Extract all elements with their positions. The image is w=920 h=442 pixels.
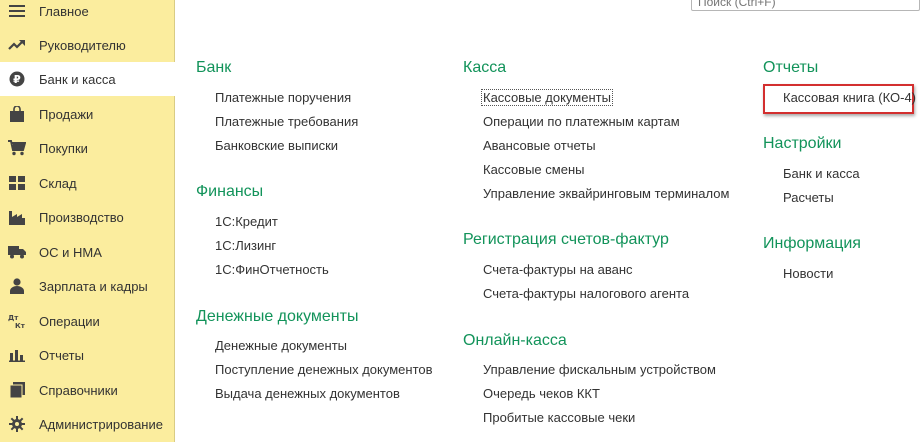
section-title-cash: Касса	[463, 59, 507, 76]
truck-icon	[8, 243, 26, 261]
link-money-documents[interactable]: Денежные документы	[215, 338, 348, 353]
link-advance-reports[interactable]: Авансовые отчеты	[483, 138, 596, 153]
link-cash-shifts[interactable]: Кассовые смены	[483, 162, 585, 177]
sidebar-item-warehouse[interactable]	[0, 166, 174, 200]
cart-icon	[8, 139, 26, 157]
sidebar-item-manager[interactable]	[0, 28, 174, 62]
sidebar-item-references[interactable]	[0, 373, 174, 407]
link-fiscal-device[interactable]: Управление фискальным устройством	[483, 362, 716, 377]
sidebar-item-sales[interactable]	[0, 97, 174, 131]
trend-icon	[8, 36, 26, 54]
sidebar-item-bank-and-cash[interactable]	[0, 62, 175, 96]
sidebar-item-production[interactable]	[0, 200, 174, 234]
sidebar-item-label: Справочники	[39, 382, 118, 398]
sidebar-item-label: Производство	[39, 209, 124, 225]
link-1c-leasing[interactable]: 1С:Лизинг	[215, 238, 277, 253]
link-card-operations[interactable]: Операции по платежным картам	[483, 114, 680, 129]
sidebar-item-label: Покупки	[39, 140, 88, 156]
link-printed-receipts[interactable]: Пробитые кассовые чеки	[483, 410, 636, 425]
link-1c-credit[interactable]: 1С:Кредит	[215, 214, 278, 229]
sidebar-item-label: Зарплата и кадры	[39, 278, 148, 294]
bar-chart-icon	[8, 346, 26, 364]
link-settings-bank-cash[interactable]: Банк и касса	[783, 166, 860, 181]
dt-kt-icon	[8, 312, 26, 330]
section-title-bank: Банк	[196, 59, 232, 76]
link-tax-agent-invoices[interactable]: Счета-фактуры налогового агента	[483, 286, 690, 301]
svg-text:Кт: Кт	[15, 322, 25, 329]
section-title-online-cash: Онлайн-касса	[463, 332, 567, 349]
sidebar-item-label: Администрирование	[39, 416, 163, 432]
book-icon	[8, 381, 26, 399]
ruble-icon	[8, 70, 26, 88]
section-title-money-docs: Денежные документы	[196, 308, 359, 325]
sidebar-item-salary[interactable]	[0, 269, 174, 303]
sidebar-item-label: ОС и НМА	[39, 244, 102, 260]
sidebar-item-label: Продажи	[39, 106, 94, 122]
link-news[interactable]: Новости	[783, 266, 834, 281]
link-cash-book-ko4[interactable]: Кассовая книга (КО-4)	[783, 90, 917, 105]
person-icon	[8, 277, 26, 295]
sidebar-item-label: Руководителю	[39, 37, 126, 53]
svg-text:₽: ₽	[13, 73, 21, 86]
gear-icon	[8, 415, 26, 433]
sidebar-item-label: Главное	[39, 3, 89, 19]
sidebar-item-operations[interactable]	[0, 304, 174, 338]
link-payment-orders[interactable]: Платежные поручения	[215, 90, 352, 105]
sidebar-item-administration[interactable]	[0, 407, 174, 441]
warehouse-icon	[8, 174, 26, 192]
factory-icon	[8, 208, 26, 226]
link-money-docs-issue[interactable]: Выдача денежных документов	[215, 386, 400, 401]
link-bank-statements[interactable]: Банковские выписки	[215, 138, 339, 153]
link-money-docs-receipt[interactable]: Поступление денежных документов	[215, 362, 433, 377]
link-1c-finreporting[interactable]: 1С:ФинОтчетность	[215, 262, 329, 277]
link-kkt-queue[interactable]: Очередь чеков ККТ	[483, 386, 600, 401]
link-advance-invoices[interactable]: Счета-фактуры на аванс	[483, 262, 633, 277]
sidebar-item-label: Операции	[39, 313, 100, 329]
search-input[interactable]	[691, 0, 920, 11]
sidebar-item-main[interactable]	[0, 0, 174, 28]
sidebar	[0, 0, 175, 442]
svg-text:Дт: Дт	[8, 314, 19, 322]
section-title-finance: Финансы	[196, 183, 264, 200]
menu-icon	[8, 2, 26, 20]
section-title-reports: Отчеты	[763, 59, 819, 76]
sidebar-item-purchases[interactable]	[0, 131, 174, 165]
section-title-info: Информация	[763, 235, 861, 252]
link-payment-requests[interactable]: Платежные требования	[215, 114, 359, 129]
sidebar-item-label: Отчеты	[39, 347, 84, 363]
section-title-invoices: Регистрация счетов-фактур	[463, 231, 669, 248]
link-acquiring-terminal[interactable]: Управление эквайринговым терминалом	[483, 186, 730, 201]
sidebar-item-label: Банк и касса	[39, 71, 116, 87]
sidebar-item-reports[interactable]	[0, 338, 174, 372]
section-title-settings: Настройки	[763, 135, 842, 152]
bag-icon	[8, 105, 26, 123]
link-settings-settlements[interactable]: Расчеты	[783, 190, 834, 205]
sidebar-item-fixed-assets[interactable]	[0, 235, 174, 269]
link-cash-documents[interactable]: Кассовые документы	[483, 90, 611, 105]
sidebar-item-label: Склад	[39, 175, 77, 191]
